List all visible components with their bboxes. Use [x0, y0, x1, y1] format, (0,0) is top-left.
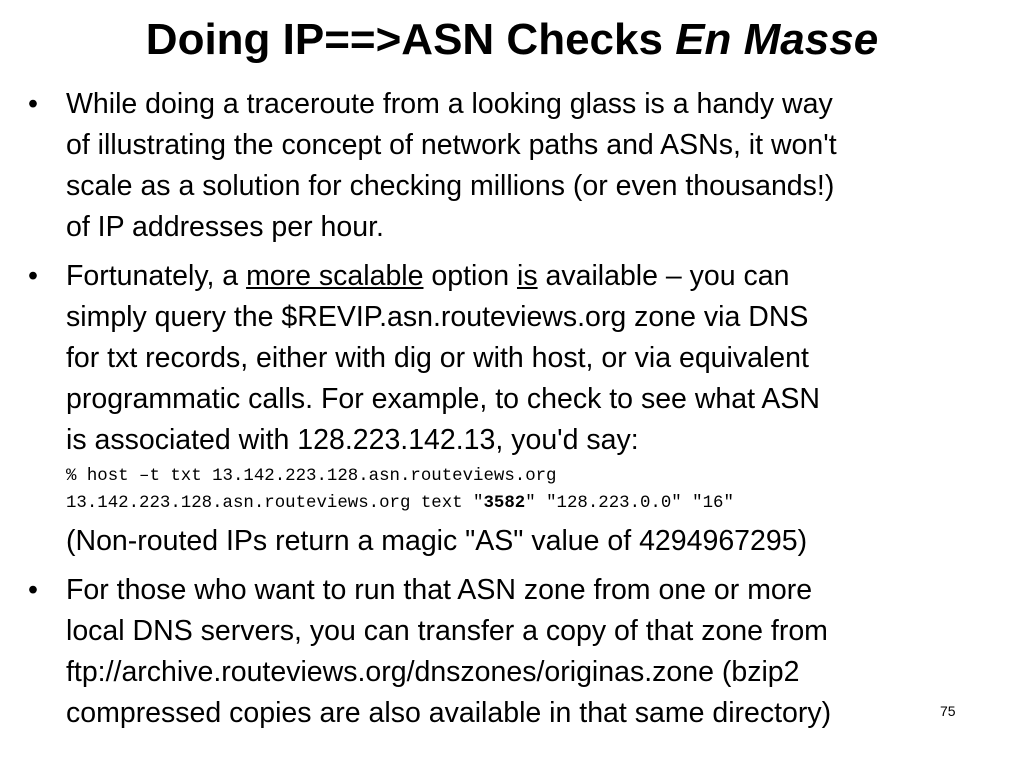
underlined-is: is — [516, 260, 538, 292]
code-command: % host –t txt 13.142.223.128.asn.routeviews.org — [66, 467, 557, 486]
bullet-2-note: (Non-routed IPs return a magic "AS" value of 4294967295) — [66, 525, 808, 557]
bullet-1-line-4: of IP addresses per hour. — [66, 211, 384, 243]
bullet-marker: • — [28, 88, 38, 120]
code-output-asn: 3582 — [483, 494, 526, 513]
title-main: Doing IP==>ASN Checks — [145, 15, 676, 64]
bullet-1-line-2: of illustrating the concept of network paths and ASNs, it won't — [66, 129, 837, 161]
bullet-2-line-3: for txt records, either with dig or with host, or via equivalent — [66, 342, 809, 374]
bullet-list — [0, 84, 1024, 734]
bullet-marker: • — [28, 260, 38, 292]
bullet-item-3 — [0, 570, 1024, 734]
bullet-3-line-2: local DNS servers, you can transfer a copy of that zone from — [66, 615, 828, 647]
code-output — [66, 490, 996, 517]
bullet-2-line-2: simply query the $REVIP.asn.routeviews.org zone via DNS — [66, 301, 809, 333]
slide-title — [0, 12, 1024, 68]
code-output-b: " "128.223.0.0" "16" — [525, 494, 734, 513]
code-output-a: 13.142.223.128.asn.routeviews.org text " — [66, 494, 484, 513]
bullet-3-line-4: compressed copies are also available in that same directory) — [66, 697, 832, 729]
bullet-2-text-b: option — [423, 260, 517, 292]
code-example — [66, 461, 996, 521]
bullet-item-2 — [0, 256, 1024, 562]
bullet-1-line-1: While doing a traceroute from a looking glass is a handy way — [66, 88, 833, 120]
bullet-2-text-a: Fortunately, a — [66, 260, 247, 292]
title-emphasis: En Masse — [675, 15, 879, 64]
bullet-marker: • — [28, 574, 38, 606]
bullet-2-text-c: available – you can — [537, 260, 790, 292]
bullet-2-line-4: programmatic calls. For example, to check to see what ASN — [66, 383, 820, 415]
bullet-2-line-1 — [66, 256, 996, 297]
bullet-3-line-1: For those who want to run that ASN zone from one or more — [66, 574, 813, 606]
bullet-3-line-3: ftp://archive.routeviews.org/dnszones/originas.zone (bzip2 — [66, 656, 800, 688]
bullet-1-line-3: scale as a solution for checking millions (or even thousands!) — [66, 170, 835, 202]
underlined-more-scalable: more scalable — [246, 260, 424, 292]
bullet-2-line-5: is associated with 128.223.142.13, you'd say: — [66, 424, 639, 456]
page-number: 75 — [940, 703, 956, 719]
bullet-item-1 — [0, 84, 1024, 248]
